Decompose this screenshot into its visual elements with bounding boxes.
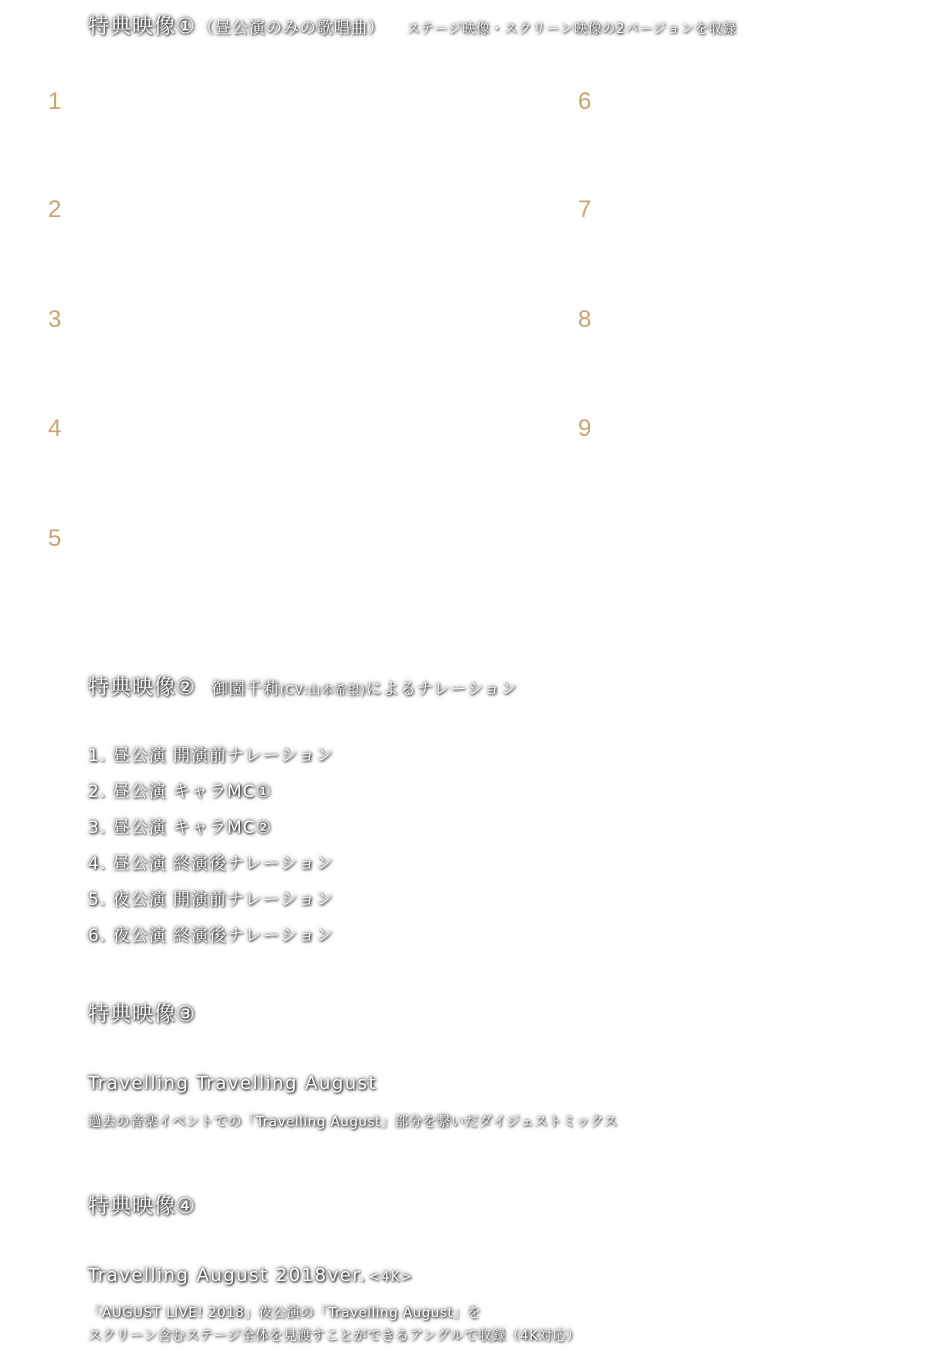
track-number: 7 <box>578 196 592 223</box>
narration-list <box>88 744 334 960</box>
section3-song-title: Travelling Travelling August <box>88 1073 378 1094</box>
track-number: 3 <box>48 306 62 333</box>
track-number: 9 <box>578 415 592 442</box>
track-number: 1 <box>48 88 62 115</box>
section1-heading <box>88 10 737 40</box>
list-item: 2. 昼公演 キャラMC① <box>88 782 272 802</box>
track-number: 2 <box>48 196 62 223</box>
section4-song-heading <box>88 1265 413 1286</box>
section2-title: 特典映像② <box>88 675 196 699</box>
section4-description <box>88 1302 580 1348</box>
track-number: 8 <box>578 306 592 333</box>
track-number: 6 <box>578 88 592 115</box>
section4-description-line: 「AUGUST LIVE! 2018」夜公演の「Travelling August」を <box>88 1305 482 1321</box>
section2-cv: (CV:山本希望) <box>279 683 366 697</box>
section1-subtitle: （昼公演のみの歌唱曲） <box>197 18 385 37</box>
section2-subtitle-tail: によるナレーション <box>365 679 518 698</box>
track-number: 5 <box>48 525 62 552</box>
section1-note: ステージ映像・スクリーン映像の2バージョンを収録 <box>406 22 737 37</box>
section4-title: 特典映像④ <box>88 1194 196 1218</box>
list-item: 1. 昼公演 開演前ナレーション <box>88 746 335 766</box>
track-number: 4 <box>48 415 62 442</box>
section4-song-tag: <4K> <box>368 1270 414 1285</box>
list-item: 4. 昼公演 終演後ナレーション <box>88 854 335 874</box>
section1-title: 特典映像① <box>88 14 196 38</box>
section3-description: 過去の音楽イベントでの「Travelling August」部分を繋いだダイジェストミックス <box>88 1114 618 1130</box>
section4-song-title: Travelling August 2018ver. <box>88 1265 367 1286</box>
list-item: 5. 夜公演 開演前ナレーション <box>88 890 335 910</box>
section2-heading <box>88 671 518 701</box>
section3-title: 特典映像③ <box>88 1002 196 1026</box>
section2-subtitle: 御園千莉 <box>211 679 280 698</box>
section4-description-line: スクリーン含むステージ全体を見渡すことができるアングルで収録（4K対応） <box>88 1328 581 1344</box>
list-item: 6. 夜公演 終演後ナレーション <box>88 926 335 946</box>
list-item: 3. 昼公演 キャラMC② <box>88 818 272 838</box>
